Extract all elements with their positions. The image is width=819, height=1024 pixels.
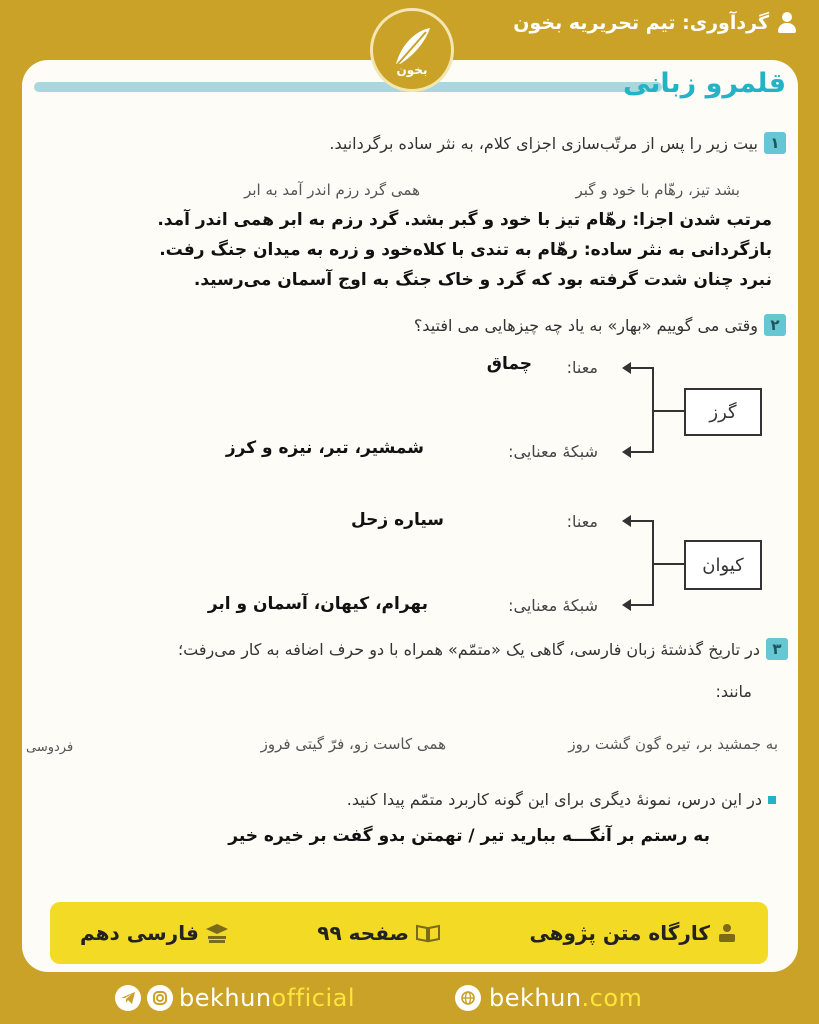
- arrow-icon: [622, 446, 631, 458]
- website-text: bekhun.com: [489, 984, 643, 1012]
- reader-icon: [716, 922, 738, 944]
- poem-half-right: بشد تیز، رهّام با خود و گبر: [575, 181, 740, 199]
- network-value: شمشیر، تبر، نیزه و کرز: [225, 438, 424, 458]
- user-icon: [777, 12, 797, 34]
- q3-answer: به رستم بر آنگـــه ببارید تیر / تهمتن بدو گفت بر خیره خیر: [228, 826, 710, 846]
- question-number: ۳: [766, 638, 788, 660]
- connector: [630, 451, 654, 453]
- question-text: وقتی می گوییم «بهار» به یاد چه چیزهایی می افتید؟: [413, 315, 758, 335]
- question-number: ۱: [764, 132, 786, 154]
- meaning-label: معنا:: [566, 512, 598, 531]
- arrow-icon: [622, 515, 631, 527]
- credit: [513, 12, 797, 34]
- social-handle-text: bekhunofficial: [179, 984, 356, 1012]
- title-underline: [34, 82, 662, 92]
- workshop-text: کارگاه متن پژوهی: [529, 921, 710, 945]
- footer: [0, 978, 819, 1024]
- question-3: [178, 638, 788, 660]
- book-item: [80, 921, 229, 945]
- website-link[interactable]: [455, 984, 642, 1012]
- network-value: بهرام، کیهان، آسمان و ابر: [207, 594, 428, 614]
- connector: [630, 367, 654, 369]
- meaning-value: سیاره زحل: [351, 510, 444, 530]
- globe-icon: [455, 985, 481, 1011]
- question-1: [329, 132, 786, 154]
- instagram-icon[interactable]: [147, 985, 173, 1011]
- connector: [654, 563, 684, 565]
- like-label: مانند:: [715, 682, 752, 701]
- logo-feather-icon: [382, 20, 442, 80]
- question-number: ۲: [764, 314, 786, 336]
- page-item: [317, 921, 441, 945]
- answer-line-2: بازگردانی به نثر ساده: رهّام به تندی با کلاه‌خود و زره به میدان جنگ رفت.: [159, 240, 772, 260]
- page-text: صفحه ۹۹: [317, 921, 409, 945]
- poem-half-left: همی گرد رزم اندر آمد به ابر: [244, 181, 420, 199]
- book-info-banner: [50, 902, 768, 964]
- connector: [652, 520, 654, 606]
- poem-half-left: همی کاست زو، فرّ گیتی فروز: [260, 735, 446, 753]
- meaning-value: چماق: [486, 354, 532, 374]
- book-text: فارسی دهم: [80, 921, 199, 945]
- answer-line-3: نبرد چنان شدت گرفته بود که گرد و خاک جنگ به اوج آسمان می‌رسید.: [193, 270, 772, 290]
- graduation-books-icon: [205, 922, 229, 944]
- content-card: [22, 60, 798, 972]
- network-label: شبکهٔ معنایی:: [508, 596, 598, 615]
- logo: [370, 8, 454, 92]
- question-text: در تاریخ گذشتهٔ زبان فارسی، گاهی یک «متمّم» همراه با دو حرف اضافه به کار می‌رفت؛: [178, 639, 760, 659]
- workshop-item: [529, 921, 738, 945]
- credit-text: گردآوری: تیم تحریریه بخون: [513, 12, 769, 34]
- connector: [654, 410, 684, 412]
- bullet-icon: [768, 796, 776, 804]
- logo-text: بخون: [396, 63, 428, 77]
- telegram-icon[interactable]: [115, 985, 141, 1011]
- question-2: [414, 314, 786, 336]
- open-book-icon: [415, 923, 441, 943]
- meaning-label: معنا:: [566, 358, 598, 377]
- social-handle[interactable]: [115, 984, 355, 1012]
- word-box-keyvan: کیوان: [684, 540, 762, 590]
- answer-line-1: مرتب شدن اجزا: رهّام تیز با خود و گبر بشد. گرد رزم به ابر همی اندر آمد.: [157, 210, 772, 230]
- poet-name: فردوسی: [26, 740, 74, 755]
- poem-half-right: به جمشید بر، تیره گون گشت روز: [568, 735, 778, 753]
- task-text: در این درس، نمونهٔ دیگری برای این گونه کاربرد متمّم پیدا کنید.: [346, 790, 762, 809]
- arrow-icon: [622, 362, 631, 374]
- connector: [652, 367, 654, 453]
- word-box-gorz: گرز: [684, 388, 762, 436]
- question-text: بیت زیر را پس از مرتّب‌سازی اجزای کلام، به نثر ساده برگردانید.: [329, 133, 758, 153]
- connector: [630, 520, 654, 522]
- connector: [630, 604, 654, 606]
- task-line: [347, 790, 776, 809]
- network-label: شبکهٔ معنایی:: [508, 442, 598, 461]
- section-title: قلمرو زبانی: [622, 68, 786, 99]
- arrow-icon: [622, 599, 631, 611]
